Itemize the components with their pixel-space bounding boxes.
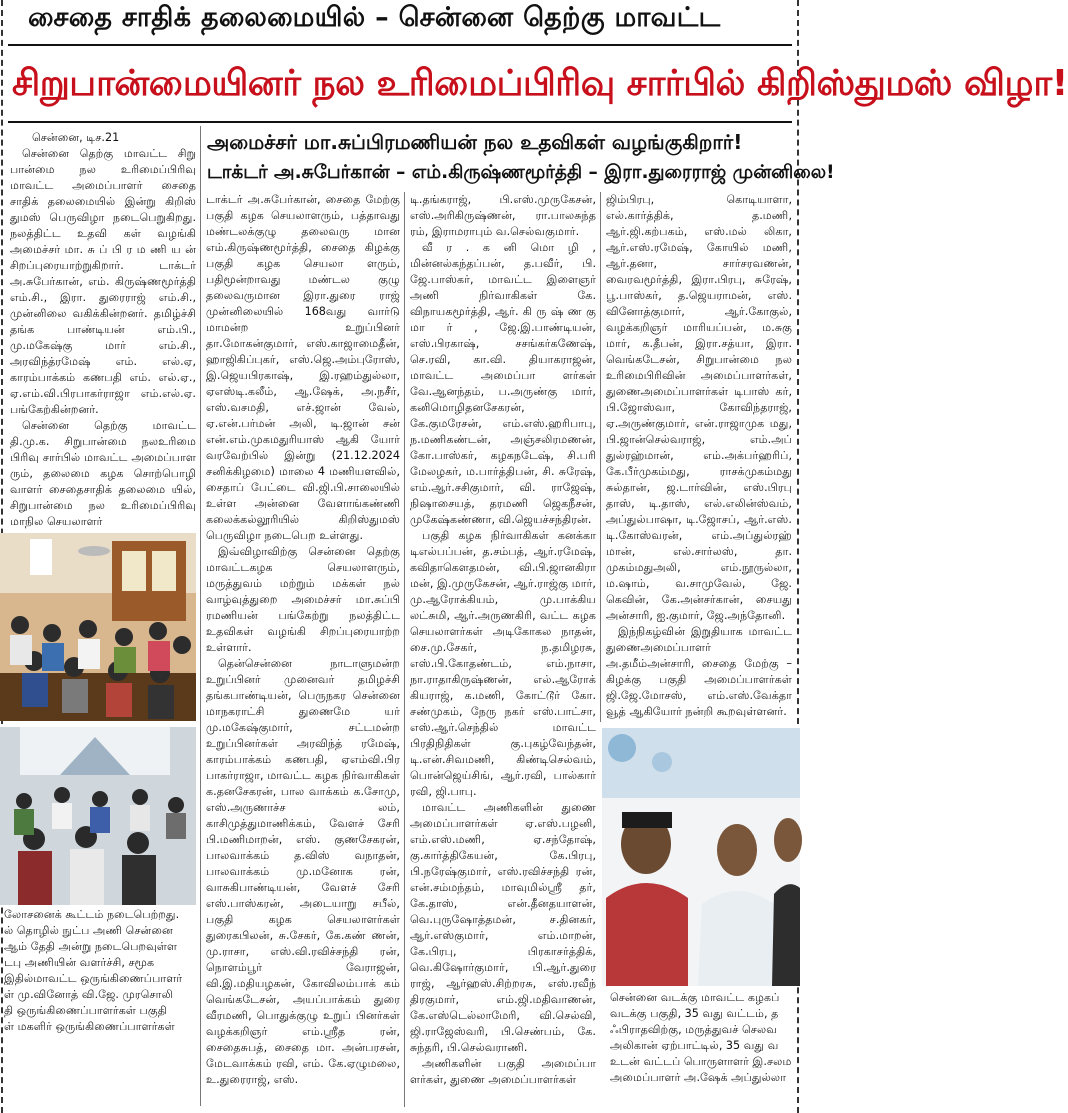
caption-line: உடன் வட்டப் பொருளாளர் இ.சலம — [610, 1055, 792, 1068]
column-rule — [404, 192, 405, 1107]
caption-line: ஃபிராதவிற்கு, மருத்துவச் செலவ — [610, 1023, 777, 1036]
caption-line: சென்னை வடக்கு மாவட்ட கழகப் — [610, 991, 780, 1004]
left-caption — [4, 907, 196, 1107]
caption-line: ள் மகளிர் ஒருங்கிணைப்பாளர்கள் — [4, 1020, 175, 1033]
article-column-2 — [206, 192, 400, 1107]
article-paragraph: அணிகளின் பகுதி அமைப்பா ளர்கள், துணை அமைப்பாளர்கள் — [410, 1057, 596, 1086]
article-paragraph: சென்னை தெற்கு மாவட்ட தி.மு.க. சிறுபான்மை நலஉரிமை பிரிவு சார்பில் மாவட்ட அமைப்பாள ரும், தலைமை கழக சொற்பொழி வாளர் சைதைசாதிக் தலைமை யில், சிறுபான்மை நல உரிமைப்பிரிவு மாநில செயலாளர் — [10, 419, 196, 528]
event-photo-right — [602, 728, 800, 986]
subheadline-1: அமைச்சர் மா.சுப்பிரமணியன் நல உதவிகள் வழங்குகிறார்! — [207, 130, 743, 154]
article-paragraph: சென்னை தெற்கு மாவட்ட சிறு பான்மை நல உரிமைப்பிரிவு மாவட்ட அமைப்பாளர் சைதை சாதிக் தலைமையில் இன்று கிறிஸ் துமஸ் பெருவிழா நடைபெறுகிறது. நலத்திட்ட உதவி கள் வழங்கி அமைச்சர் மா. சு ப் பி ர ம ணி ய ன் சிறப்புரையாற்றுகிறார். டாக்டர் அ.சுபேர்கான், எம். கிருஷ்ணமூர்த்தி எம்.சி., இரா. துரைராஜ் எம்.சி., முன்னிலை வகிக்கின்றனர். தமிழ்ச்சி தங்க பாண்டியன் எம்.பி., மு.மகேஷ்கு மார் எம்.சி., அரவிந்த்ரமேஷ் எம். எல்.ஏ, காரம்பாக்கம் கணபதி எம். எல்.ஏ., ஏ.எம்.வி.பிரபாகர்ராஜா எம்.எல்.ஏ. பங்கேற்கின்றனர். — [10, 147, 196, 416]
article-paragraph: மாவட்ட அணிகளின் துணை அமைப்பாளர்கள் ஏ.எஸ்.பழனி, எம்.எஸ்.மணி, ஏ.சந்தோஷ், கு.கார்த்திகேயன், கே.பிரபு, பி.நரேஷ்குமார், எஸ்.ரவிச்சந்தி ரன், என்.சம்மந்தம், மாவுமில்ஸ்ரீ தர், கே.தாஸ், என்.தீனதயாளன், வெ.புருஷோத்தமன், ச.தினகர், ஆர்.எஸ்குமார், எம்.மாறன், கே.பிரபு, பிரகாசர்த்திக், வெ.கிஷோர்குமார், பி.ஆர்.துரை ராஜ், ஆர்ஹஸ்.சிற்றரசு, எஸ்.ரவீந் திரகுமார், எம்.ஜி.மதிவாணன், கே.எஸ்டெல்லாமேரி, வி.செல்வி, ஜி.ராஜேஸ்வரி, பி.செண்பம், கே. சுந்தரி, பி.செல்வராணி. — [410, 801, 596, 1054]
caption-line: லோசனைக் கூட்டம் நடைபெற்றது. — [4, 908, 180, 921]
article-paragraph: பகுதி கழக நிர்வாகிகள் கனக்கா டிஎல்பப்பன், த.சம்பத், ஆர்.ரமேஷ், கவிதாகௌதமன், வி.பி.ஜானகிரா மன், இ.முருகேசன், ஆர்.ராஜ்கு மார், மு.ஆரோக்கியம், மு.பாக்கிய லட்சுமி, ஆர்.அருணகிரி, வட்ட கழக செயலாளர்கள் அடிகோகல நாதன், சை.மு.சேகர், ந.தமிழரசு, எஸ்.பி.கோதண்டம், எம்.நாசா, நா.ராதாகிருஷ்ணன், எல்.ஆரோக் கியராஜ், க.மணி, கோட்டூர் கோ. சண்முகம், நேரு நகர் எஸ்.பாட்சா, எஸ்.ஆர்.செந்தில் மாவட்ட பிரதிநிதிகள் கு.புகழ்வேந்தன், டி.என்.சிவமணி, கிண்டிசெல்வம், பொன்ஜெய்சிங், ஆர்.ரவி, பால்கார் ரவி, ஜி.பாபு. — [410, 529, 596, 798]
kicker-line: சைதை சாதிக் தலைமையில் – சென்னை தெற்கு மாவட்ட — [28, 2, 721, 33]
meeting-photo-2 — [0, 727, 196, 905]
article-paragraph: இவ்விழாவிற்கு சென்னை தெற்கு மாவட்டகழக செயலாளரும், மருத்துவம் மற்றும் மக்கள் நல் வாழ்வுத்துறை அமைச்சர் மா.சுப்பி ரமணியன் பங்கேற்று நலத்திட்ட உதவிகள் வழங்கி சிறப்புரையாற்ற உள்ளார். — [206, 545, 400, 654]
column-rule — [600, 192, 601, 722]
caption-line: தி ஒருங்கிணைப்பாளர்கள் பகுதி — [4, 1004, 167, 1017]
article-column-3 — [410, 192, 596, 1107]
divider — [8, 44, 792, 46]
article-column-4 — [606, 192, 792, 720]
caption-line: வடக்கு பகுதி, 35 வது வட்டம், த — [610, 1007, 779, 1020]
divider — [8, 121, 792, 123]
article-paragraph: ஜிம்பிரபு, கொடியாளா, எல்.கார்த்திக், த.மணி, ஆர்.ஜி.கற்பகம், எஸ்.மல் லிகா, ஆர்.எஸ்.ரமேஷ், கோயில் மணி, ஆர்.தனா, சார்சரவணன், வைரவமூர்த்தி, இரா.பிரபு, சுரேஷ், பூ.பாஸ்கர், த.ஜெயராமன், எஸ். வினோத்குமார், ஆர்.கோகுல், வழக்கறிஞர் மாரியப்பன், ம.சுகு மார், க.தீபன், இரா.சத்யா, இரா. வெங்கடேசன், சிறுபான்மை நல உரிமைபிரிவின் அமைப்பாளர்கள், துணைஅமைப்பாளர்கள் டிபாஸ் கர், பி.ஜோஸ்வா, கோவிந்தராஜ், ஏ.அருண்குமார், என்.ராஜாமுக மது, பி.ஜான்செல்வராஜ், எம்.அப் துல்ரஹ்மான், எம்.அக்பர்ஹரிப், கே.பீர்முகம்மது, ராசக்முகம்மது சுல்தான், ஜ.டார்வின், எஸ்.பிரபு தாஸ், டி.தாஸ், எல்.எலின்ஸ்வம், அப்துல்பாஷா, டி.ஜோசப், ஆர்.எஸ். டி.கோஸ்வரன், எம்.அப்துல்ரஹ் மான், எல்.சார்லஸ், தா. முகம்மதுஅலி, எம்.நூருல்லா, ம.ஷாம், வ.சாமுவேல், ஜே. கெவின், கே.அன்சர்கான், சையது அன்சாரி, ஐ.குமார், ஜே.அந்தோனி. — [606, 193, 792, 622]
article-paragraph: தென்சென்னை நாடாளுமன்ற உறுப்பினர் முனைவர் தமிழச்சி தங்கபாண்டியன், பெருநகர சென்னை மாநகராட்சி துணைமே யர் மு.மகேஷ்குமார், சட்டமன்ற உறுப்பினர்கள் அரவிந்த் ரமேஷ், காரம்பாக்கம் கணபதி, ஏஎம்வி.பிர பாகர்ராஜா, மாவட்ட கழக நிர்வாகிகள் க.தனசேகரன், பால வாக்கம் க.சோமு, எஸ்.அருணாச்ச லம், காசிமுத்துமாணிக்கம், வேளச் சேரி பி.மணிமாறன், எஸ். குணசேகரன், பாலவாக்கம் த.விஸ் வநாதன், பாலவாக்கம் மு.மனோக ரன், வாசுகிபாண்டியன், வேளச் சேரி எஸ்.பாஸ்கரன், அடையாறு சபீல், பகுதி கழக செயலாளர்கள் துரைகபிலன், சு.சேகர், கே.கண் ணன், மு.ராசா, எஸ்.வி.ரவிச்சந்தி ரன், நொளம்பூர் வேராஜன், வி.இ.மதியழகன், கோவிலம்பாக் கம் வெங்கடேசன், அயப்பாக்கம் துரை வீரமணி, பொதுக்குழு உறுப் பினர்கள் வழக்கறிஞர் எம்.ஸ்ரீத ரன், சைதைசுபத், சைதை மா. அன்பரசன், மேடவாக்கம் ரவி, எம். கே.ஏழுமலை, உ.துரைராஜ், எஸ். — [206, 657, 400, 1086]
right-caption — [610, 990, 800, 1108]
column-rule — [200, 126, 201, 1106]
caption-line: அமைப்பாளர் அ.ஷேக் அப்துல்லா — [610, 1071, 787, 1084]
subheadline-2: டாக்டர் அ.சுபேர்கான் – எம்.கிருஷ்ணமூர்த்தி – இரா.துரைராஜ் முன்னிலை! — [207, 162, 835, 183]
dateline: சென்னை, டிச.21 — [32, 131, 120, 144]
meeting-photo-1 — [0, 533, 196, 721]
article-paragraph: இந்நிகழ்வின் இறுதியாக மாவட்ட துணைஅமைப்பாளர் அ.தமீம்அன்சாரி, சைதை மேற்கு – கிழக்கு பகுதி அமைப்பாளர்கள் ஜி.ஜே.மோசஸ், எம்.எஸ்.வேக்தா வூத் ஆகியோர் நன்றி கூறவுள்ளனர். — [606, 625, 792, 718]
article-paragraph: டாக்டர் அ.சுபேர்கான், சைதை மேற்கு பகுதி கழக செயலாளரும், பத்தாவது மண்டலக்குழு தலைவரு மான எம்.கிருஷ்ணமூர்த்தி, சைதை கிழக்கு பகுதி கழக செயலா ளரும், பதிமூன்றாவது மண்டல குழு தலைவருமான இரா.துரை ராஜ் முன்னிலையில் 168வது வார்டு மாமன்ற உறுப்பினர் தா.மோகன்குமார், எஸ்.காஜாமைதீன், ஹாஜிகிப்புகர், எஸ்.ஜெ.அம்புரோஸ், இ.ஜெயபிரகாஷ், இ.ரஹம்துல்லா, ஏஎஸ்டி.கலீம், ஆ.ஷேக், அ.நசீர், எஸ்.வசமதி, எச்.ஜான் வேல், ஏ.என்.பர்மன் அலி, டி.ஜான் சன் என்.எம்.முகமதுரியாஸ் ஆகி யோர் வரவேற்பில் இன்று (21.12.2024 சனிக்கிழமை) மாலை 4 மணியளவில், சைதாப் பேட்டை வி.ஜி.பி.சாலையில் உள்ள அன்னை வேளாங்கண்ணி கலைக்கல்லூரியில் கிறிஸ்துமஸ் பெருவிழா நடைபெற உள்ளது. — [206, 193, 400, 542]
caption-line: ஆம் தேதி அன்று நடைபெறவுள்ள — [4, 940, 178, 953]
caption-line: இதில்மாவட்ட ஒருங்கிணைப்பாளர் — [4, 972, 183, 985]
caption-line: ல் தொழில் நுட்ப அணி சென்னை — [4, 924, 173, 937]
caption-line: ள் மு.வினோத் வி.ஜே. முரசொலி — [4, 988, 173, 1001]
article-column-1 — [10, 130, 196, 530]
article-paragraph: வீ ர . க னி மொ ழி , மின்னல்கந்தப்பன், த.பவீர், பி. ஜே.பாஸ்கர், மாவட்ட இளைஞர் அணி நிர்வாகிகள் கே. விநாயகமூர்த்தி, ஆர். கி ரு ஷ் ண கு மா ர் , ஜே.இ.பாண்டியன், எஸ்.பிரகாஷ், சசங்கர்கணேஷ், செ.ரவி, கா.வி. தியாகராஜன், மாவட்ட அமைப்பா ளர்கள் வே.ஆனந்தம், ப.அருண்கு மார், கனிமொழிதனசேகரன், கே.குமரேசன், எம்.எஸ்.ஹரிபாபு, ந.மணிகண்டன், அஞ்சலிரமணன், கோ.பாஸ்கர், கழகநடேஷ், சி.பரி மேலழகர், ம.பார்த்திபன், சி. சுரேஷ், எம்.ஆர்.சசிகுமார், வி. ராஜேஷ், நிஷாசையத், தரமணி ஜெகநீசன், முகேஷ்கண்ணா, வி.ஜெயச்சந்திரன். — [410, 241, 596, 526]
article-paragraph: டி.தங்கராஜ், பி.எஸ்.முருகேசன், எஸ்.அரிகிருஷ்ணன், ரா.பாலசுந்த ரம், இராமராபும் வ.செல்வகுமார். — [410, 193, 596, 238]
caption-line: அலிகான் ஏற்பாட்டில், 35 வது வ — [610, 1039, 779, 1052]
headline: சிறுபான்மையினர் நல உரிமைப்பிரிவு சார்பில் கிறிஸ்துமஸ் விழா! — [12, 63, 1068, 104]
caption-line: டபு அணியின் வளர்ச்சி, சமூக — [4, 956, 155, 969]
